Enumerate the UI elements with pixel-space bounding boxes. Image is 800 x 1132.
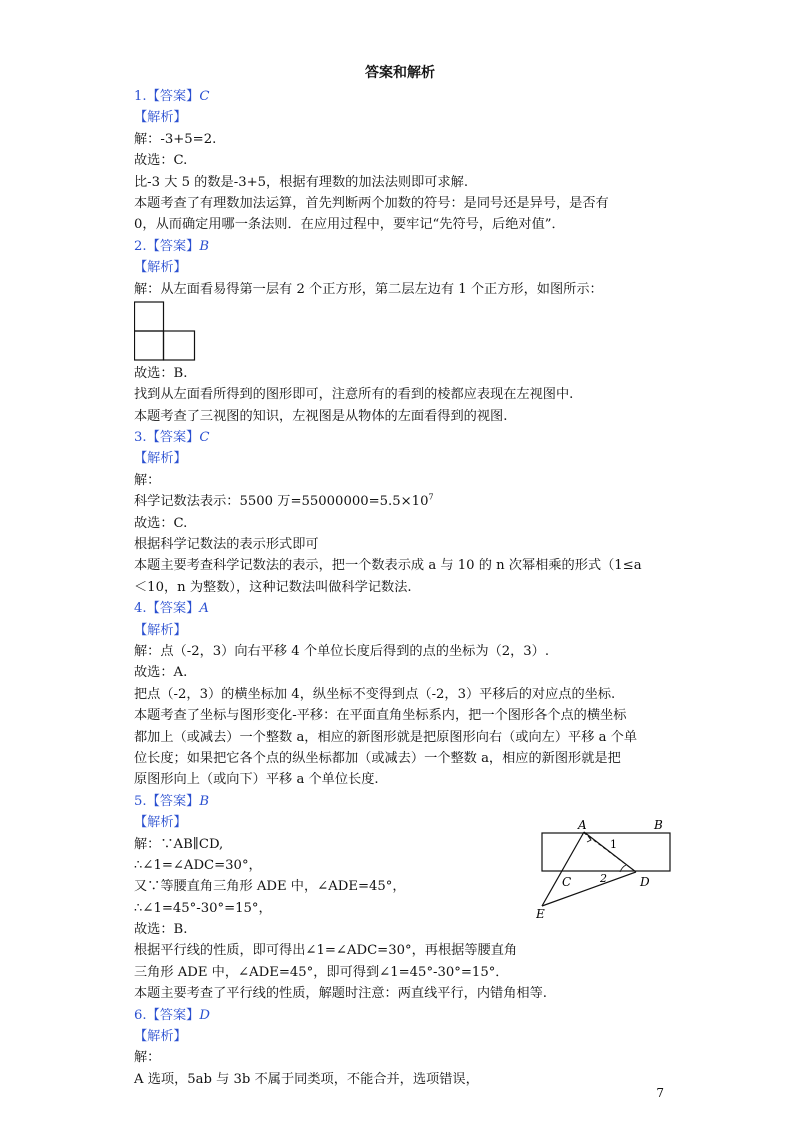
label-d: D bbox=[640, 875, 650, 889]
q1-line-5: 0，从而确定用哪一条法则．在应用过程中，要牢记“先符号，后绝对值”． bbox=[134, 217, 565, 233]
left-view-squares bbox=[134, 300, 204, 363]
q6-answer: D bbox=[199, 1007, 210, 1023]
q5-line-3: 又∵等腰直角三角形 ADE 中，∠ADE=45°， bbox=[134, 879, 406, 895]
q4-answer-line bbox=[134, 598, 674, 619]
triangle-figure bbox=[536, 814, 676, 926]
label-b: B bbox=[654, 818, 663, 832]
q5-line-8: 本题主要考查了平行线的性质，解题时注意：两直线平行，内错角相等. bbox=[134, 986, 548, 1002]
square-bottom-left bbox=[135, 331, 164, 360]
q1-line-4: 本题考查了有理数加法运算，首先判断两个加数的符号：是同号还是异号，是否有 bbox=[134, 195, 609, 211]
q4-number: 4. bbox=[134, 601, 147, 617]
q1-line-1: 解：-3+5=2. bbox=[134, 131, 217, 147]
parallel-lines-rect bbox=[542, 833, 670, 871]
q1-answer-line bbox=[134, 86, 674, 107]
q4-line-6: 位长度；如果把它各个点的纵坐标都加（或减去）一个整数 a，相应的新图形就是把 bbox=[134, 750, 621, 766]
page-title: 答案和解析 bbox=[365, 65, 435, 81]
q2-analysis-tag: 【解析】 bbox=[134, 260, 187, 276]
triangle-parallel-lines-diagram bbox=[536, 814, 676, 922]
q2-line-2: 故选：B. bbox=[134, 365, 188, 381]
label-a: A bbox=[578, 818, 587, 832]
q6-line-1: 解： bbox=[134, 1050, 161, 1066]
q3-line-6: ＜10，n 为整数），这种记数法叫做科学记数法. bbox=[134, 579, 412, 595]
q5-answer-line bbox=[134, 791, 674, 812]
q6-answer-tag: 【答案】 bbox=[146, 1007, 200, 1023]
q4-analysis-tag: 【解析】 bbox=[134, 622, 187, 638]
q5-line-6: 根据平行线的性质，即可得出∠1=∠ADC=30°，再根据等腰直角 bbox=[134, 943, 518, 959]
label-angle-1: 1 bbox=[610, 838, 617, 851]
q1-analysis-tag: 【解析】 bbox=[134, 110, 187, 126]
q4-answer-tag: 【答案】 bbox=[146, 601, 200, 617]
label-angle-2: 2 bbox=[600, 872, 607, 885]
q4-line-5: 都加上（或减去）一个整数 a，相应的新图形就是把原图形向右（或向左）平移 a 个单 bbox=[134, 729, 638, 745]
q4-line-4: 本题考查了坐标与图形变化-平移：在平面直角坐标系内，把一个图形各个点的横坐标 bbox=[134, 708, 627, 724]
q5-line-4: ∴∠1=45°-30°=15°， bbox=[134, 900, 272, 916]
q3-analysis-tag: 【解析】 bbox=[134, 451, 187, 467]
q1-line-3: 比-3 大 5 的数是-3+5，根据有理数的加法法则即可求解. bbox=[134, 174, 469, 190]
q3-line-2-text: 科学记数法表示：5500 万=55000000=5.5×10 bbox=[134, 494, 429, 510]
q1-answer-tag: 【答案】 bbox=[146, 89, 200, 104]
q3-line-1: 解： bbox=[134, 472, 161, 488]
q2-answer: B bbox=[199, 238, 210, 254]
q5-line-5: 故选：B. bbox=[134, 922, 188, 938]
side-ae bbox=[542, 832, 584, 906]
q5-line-7: 三角形 ADE 中，∠ADE=45°，即可得到∠1=45°-30°=15°． bbox=[134, 964, 509, 980]
q3-answer-tag: 【答案】 bbox=[146, 430, 200, 446]
q2-line-3: 找到从左面看所得到的图形即可，注意所有的看到的棱都应表现在左视图中. bbox=[134, 387, 574, 403]
q3-line-4: 根据科学记数法的表示形式即可 bbox=[134, 537, 319, 553]
q4-line-1: 解：点（-2，3）向右平移 4 个单位长度后得到的点的坐标为（2，3）. bbox=[134, 643, 550, 659]
q3-line-3: 故选：C. bbox=[134, 515, 188, 531]
q5-answer: B bbox=[199, 793, 210, 809]
q2-line-1: 解：从左面看易得第一层有 2 个正方形，第二层左边有 1 个正方形，如图所示： bbox=[134, 281, 603, 297]
q6-analysis-tag: 【解析】 bbox=[134, 1029, 187, 1045]
q5-answer-tag: 【答案】 bbox=[146, 793, 200, 809]
q5-analysis-tag: 【解析】 bbox=[134, 815, 187, 831]
q3-answer-line bbox=[134, 427, 674, 448]
q4-line-2: 故选：A. bbox=[134, 665, 188, 681]
q6-line-2: A 选项，5ab 与 3b 不属于同类项，不能合并，选项错误， bbox=[134, 1071, 479, 1087]
q3-answer: C bbox=[199, 430, 210, 446]
q2-answer-tag: 【答案】 bbox=[146, 238, 200, 254]
square-bottom-right bbox=[164, 331, 195, 360]
q3-line-2 bbox=[134, 491, 674, 512]
left-view-figure bbox=[134, 300, 674, 363]
q2-number: 2. bbox=[134, 238, 147, 254]
q2-line-4: 本题考查了三视图的知识，左视图是从物体的左面看得到的视图. bbox=[134, 408, 508, 424]
side-ed bbox=[542, 872, 636, 906]
q2-answer-line bbox=[134, 236, 674, 257]
q3-exponent: 7 bbox=[428, 492, 434, 502]
q5-number: 5. bbox=[134, 793, 147, 809]
q3-number: 3. bbox=[134, 430, 147, 446]
q4-line-7: 原图形向上（或向下）平移 a 个单位长度. bbox=[134, 772, 379, 788]
q5-line-2: ∴∠1=∠ADC=30°， bbox=[134, 857, 262, 873]
q5-line-1: 解：∵AB∥CD, bbox=[134, 836, 224, 852]
q6-answer-line bbox=[134, 1005, 674, 1026]
q6-number: 6. bbox=[134, 1007, 147, 1023]
square-top bbox=[135, 302, 164, 331]
q1-answer: C bbox=[199, 89, 210, 104]
q3-line-5: 本题主要考查科学记数法的表示，把一个数表示成 a 与 10 的 n 次幂相乘的形式（1≤a bbox=[134, 558, 642, 574]
answer-content bbox=[134, 86, 674, 1090]
q4-answer: A bbox=[199, 601, 209, 617]
label-e: E bbox=[536, 907, 545, 921]
q1-line-2: 故选：C. bbox=[134, 153, 188, 169]
q4-line-3: 把点（-2，3）的横坐标加 4，纵坐标不变得到点（-2，3）平移后的对应点的坐标. bbox=[134, 686, 616, 702]
label-c: C bbox=[562, 875, 572, 889]
page-number: 7 bbox=[656, 1086, 664, 1100]
q1-number: 1. bbox=[134, 89, 147, 104]
